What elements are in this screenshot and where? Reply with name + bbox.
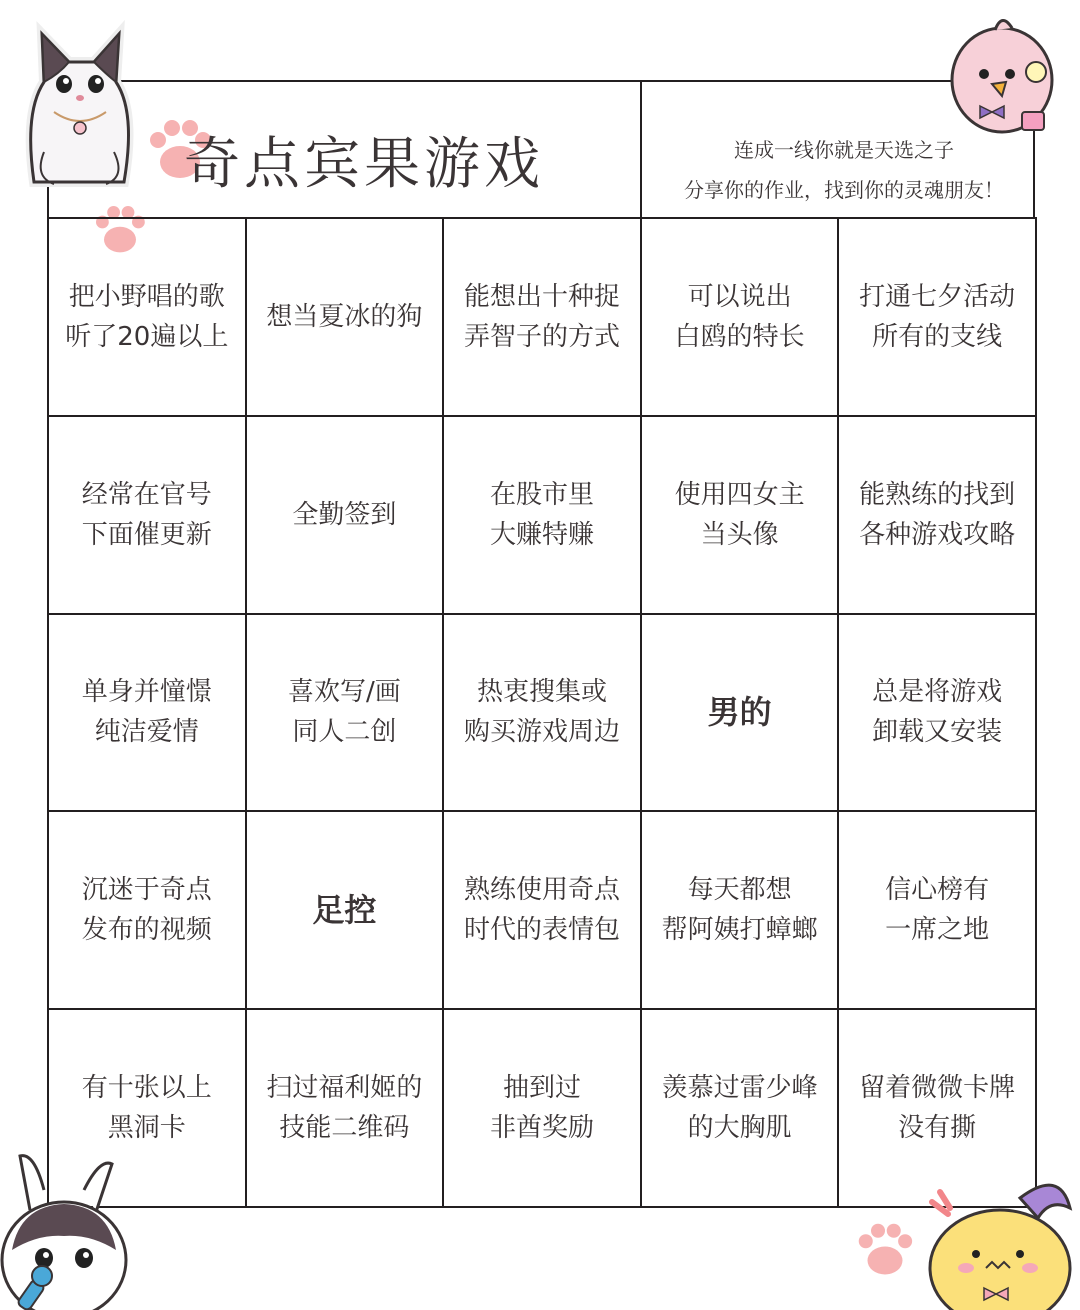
bingo-cell[interactable]: 在股市里 大赚特赚 [444,417,642,615]
cat-sticker-icon [14,12,144,192]
rabbit-sticker-icon [0,1150,140,1310]
bird-sticker-icon [940,12,1070,137]
bingo-cell[interactable]: 打通七夕活动 所有的支线 [839,219,1037,417]
bingo-cell[interactable]: 能想出十种捉 弄智子的方式 [444,219,642,417]
paw-print-icon [850,1215,920,1285]
bingo-cell[interactable]: 羡慕过雷少峰 的大胸肌 [642,1010,840,1208]
bingo-cell[interactable]: 喜欢写/画 同人二创 [247,615,445,813]
bingo-cell[interactable]: 抽到过 非酋奖励 [444,1010,642,1208]
bingo-cell[interactable]: 有十张以上 黑洞卡 [49,1010,247,1208]
bingo-cell[interactable]: 把小野唱的歌 听了20遍以上 [49,219,247,417]
bingo-cell[interactable]: 使用四女主 当头像 [642,417,840,615]
page-title: 奇点宾果游戏 [184,132,544,197]
subtitle-line-2: 分享你的作业，找到你的灵魂朋友！ [684,178,1004,202]
bingo-board [47,80,1035,1206]
bingo-grid [47,217,1037,1208]
bingo-cell[interactable]: 沉迷于奇点 发布的视频 [49,812,247,1010]
bingo-cell[interactable]: 信心榜有 一席之地 [839,812,1037,1010]
bingo-cell[interactable]: 足控 [247,812,445,1010]
bingo-cell[interactable]: 全勤签到 [247,417,445,615]
bingo-cell[interactable]: 单身并憧憬 纯洁爱情 [49,615,247,813]
bingo-cell[interactable]: 想当夏冰的狗 [247,219,445,417]
bingo-cell[interactable]: 能熟练的找到 各种游戏攻略 [839,417,1037,615]
header-divider [640,82,642,217]
bingo-cell[interactable]: 热衷搜集或 购买游戏周边 [444,615,642,813]
subtitle-line-1: 连成一线你就是天选之子 [734,138,954,162]
bingo-cell[interactable]: 每天都想 帮阿姨打蟑螂 [642,812,840,1010]
bingo-cell[interactable]: 总是将游戏 卸载又安装 [839,615,1037,813]
bingo-header [47,80,1035,217]
bingo-cell[interactable]: 留着微微卡牌 没有撕 [839,1010,1037,1208]
dragon-sticker-icon [920,1168,1080,1310]
bingo-cell[interactable]: 扫过福利姬的 技能二维码 [247,1010,445,1208]
bingo-cell[interactable]: 经常在官号 下面催更新 [49,417,247,615]
bingo-cell[interactable]: 可以说出 白鸥的特长 [642,219,840,417]
bingo-cell[interactable]: 熟练使用奇点 时代的表情包 [444,812,642,1010]
bingo-cell[interactable]: 男的 [642,615,840,813]
